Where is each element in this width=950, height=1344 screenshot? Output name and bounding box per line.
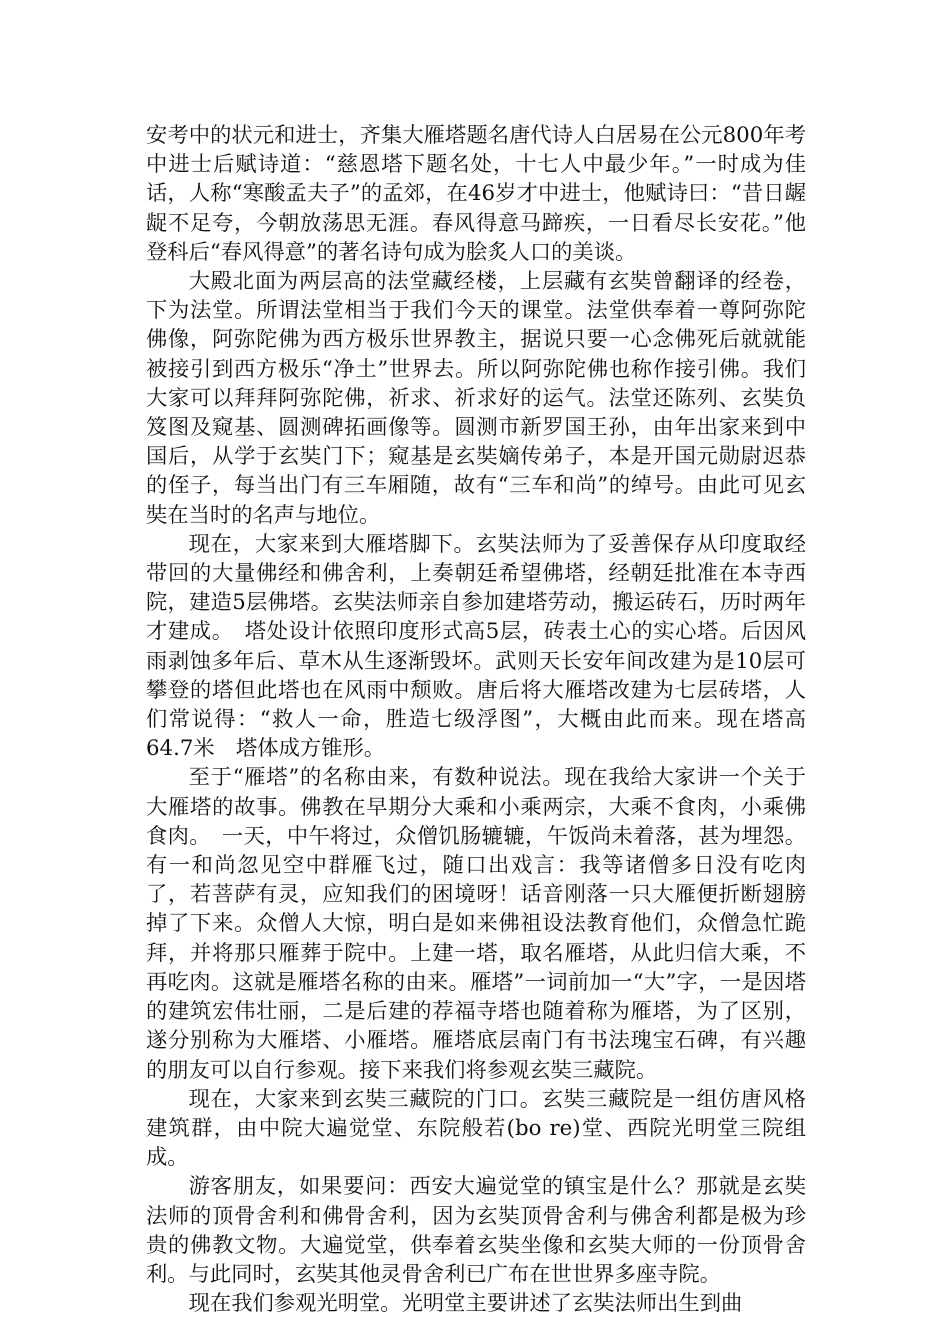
paragraph-sanzang-courtyard: 现在，大家来到玄奘三藏院的门口。玄奘三藏院是一组仿唐风格建筑群，由中院大遍觉堂、东院般若(bo re)堂、西院光明堂三院组成。 (146, 1086, 806, 1171)
document-body (146, 121, 806, 1318)
paragraph-goose-pagoda-name: 至于“雁塔”的名称由来，有数种说法。现在我给大家讲一个关于大雁塔的故事。佛教在早期分大乘和小乘两宗，大乘不食肉，小乘佛食肉。 一天，中午将过，众僧饥肠辘辘，午饭尚未着落，甚为埋怨。有一和尚忽见空中群雁飞过，随口出戏言：我等诸僧多日没有吃肉了，若菩萨有灵，应知我们的困境呀！话音刚落一只大雁便折断翅膀掉了下来。众僧人大惊，明白是如来佛祖设法教育他们，众僧急忙跪拜，并将那只雁葬于院中。上建一塔，取名雁塔，从此归信大乘，不再吃肉。这就是雁塔名称的由来。雁塔”一词前加一“大”字，一是因塔的建筑宏伟壮丽，二是后建的荐福寺塔也随着称为雁塔，为了区别，遂分别称为大雁塔、小雁塔。雁塔底层南门有书法瑰宝石碑，有兴趣的朋友可以自行参观。接下来我们将参观玄奘三藏院。 (146, 765, 806, 1083)
paragraph-imperial-exam: 安考中的状元和进士，齐集大雁塔题名唐代诗人白居易在公元800年考中进士后赋诗道：“慈恩塔下题名处，十七人中最少年。”一时成为佳话，人称“寒酸孟夫子”的孟郊，在46岁才中进士，他赋诗曰：“昔日龌龊不足夸，今朝放荡思无涯。春风得意马蹄疾，一日看尽长安花。”他登科后“春风得意”的著名诗句成为脍炙人口的美谈。 (146, 123, 806, 265)
paragraph-dharma-hall: 大殿北面为两层高的法堂藏经楼，上层藏有玄奘曾翻译的经卷，下为法堂。所谓法堂相当于我们今天的课堂。法堂供奉着一尊阿弥陀佛像，阿弥陀佛为西方极乐世界教主，据说只要一心念佛死后就就能被接引到西方极乐“净土”世界去。所以阿弥陀佛也称作接引佛。我们大家可以拜拜阿弥陀佛，祈求、祈求好的运气。法堂还陈列、玄奘负笈图及窥基、圆测碑拓画像等。圆测市新罗国王孙，由年出家来到中国后，从学于玄奘门下；窥基是玄奘嫡传弟子，本是开国元勋尉迟恭的侄子，每当出门有三车厢随，故有“三车和尚”的绰号。由此可见玄奘在当时的名声与地位。 (146, 269, 806, 528)
paragraph-guangming-hall: 现在我们参观光明堂。光明堂主要讲述了玄奘法师出生到曲 (188, 1291, 743, 1317)
paragraph-relics: 游客朋友，如果要问：西安大遍觉堂的镇宝是什么？那就是玄奘法师的顶骨舍利和佛骨舍利，因为玄奘顶骨舍利与佛舍利都是极为珍贵的佛教文物。大遍觉堂，供奉着玄奘坐像和玄奘大师的一份顶骨舍利。与此同时，玄奘其他灵骨舍利已广布在世世界多座寺院。 (146, 1174, 806, 1287)
paragraph-pagoda-construction: 现在，大家来到大雁塔脚下。玄奘法师为了妥善保存从印度取经带回的大量佛经和佛舍利，上奏朝廷希望佛塔，经朝廷批准在本寺西院，建造5层佛塔。玄奘法师亲自参加建塔劳动，搬运砖石，历时两年才建成。 塔处设计依照印度形式高5层，砖表土心的实心塔。后因风雨剥蚀多年后、草木从生逐渐毁坏。武则天长安年间改建为是10层可攀登的塔但此塔也在风雨中颓败。唐后将大雁塔改建为七层砖塔，人们常说得：“救人一命，胜造七级浮图”，大概由此而来。现在塔高64.7米 塔体成方锥形。 (146, 531, 806, 762)
